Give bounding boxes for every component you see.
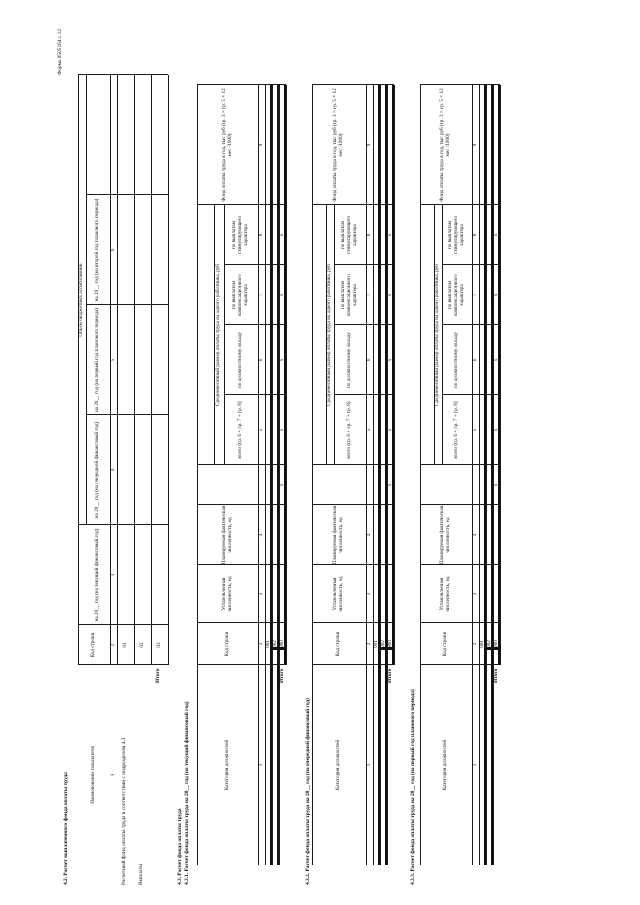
col-num: 4 (365, 533, 372, 537)
section-4-2-title: 4.2. Расчет выплаченного фонда оплаты труда (63, 772, 69, 885)
header-compensatory: по выплатам компенсационного характера (447, 274, 465, 316)
col-num: 5 (257, 428, 264, 432)
total-label: Итого (493, 668, 499, 683)
header-year-next: на 20__ год (на очередной финансовый год) (94, 421, 101, 519)
header-category: Категория должностей (223, 739, 230, 791)
col-num: 3 (471, 592, 478, 596)
row-code: 002 (271, 640, 278, 648)
header-planned: Планируемая фактическая численность, ед (220, 505, 233, 565)
header-fund: Фонд оплаты труда в год, тыс руб (гр. 3 × гр. 5 × 12 мес /1000) (332, 88, 344, 202)
col-num: 5 (365, 428, 372, 432)
row-code: 002 (379, 640, 386, 648)
total-label: Итого (155, 668, 161, 683)
header-staff: Установленная численность, ед (220, 576, 233, 612)
col-num: 6 (257, 358, 264, 362)
col-num: 5 (471, 428, 478, 432)
x-mark: х (492, 358, 499, 362)
header-salary: по должностному окладу (453, 332, 460, 388)
col-num: 1 (257, 763, 264, 767)
col-num: 6 (471, 358, 478, 362)
col-num: 4 (109, 468, 116, 472)
header-avg: Среднемесячный размер оплаты труда на одного работника, руб (434, 264, 441, 406)
header-total: всего (гр. 6 + гр. 7 + гр. 8) (346, 401, 353, 459)
header-code: Код строки (90, 632, 97, 658)
total-code: 900 (278, 640, 285, 648)
x-mark: х (386, 483, 393, 487)
x-mark: х (278, 483, 285, 487)
x-mark: х (278, 428, 285, 432)
row-code: 002 (485, 640, 492, 648)
header-salary: по должностному окладу (346, 332, 353, 388)
x-mark: х (278, 358, 285, 362)
row-code: 001 (478, 640, 485, 648)
x-mark: х (492, 428, 499, 432)
col-num: 9 (471, 143, 478, 147)
col-num: 1 (365, 763, 372, 767)
header-planned: Планируемая фактическая численность, ед (332, 505, 344, 565)
header-compensatory: по выплатам компенсационного характера (231, 274, 249, 316)
col-num: 1 (109, 773, 116, 777)
total-code: 900 (386, 640, 393, 648)
col-num: 2 (471, 642, 478, 646)
header-staff: Установленная численность, ед (332, 576, 344, 612)
header-staff: Установленная численность, ед (439, 576, 451, 612)
header-year-current: на 20__ год (на текущий финансовый год) (94, 528, 101, 622)
x-mark: х (492, 293, 499, 297)
header-compensatory: по выплатам компенсационного характера (340, 274, 358, 316)
col-num: 3 (257, 592, 264, 596)
row-name: Расчетный фонд оплаты труда в соответствии с подразделом 4.3 (121, 737, 127, 885)
x-mark: х (386, 428, 393, 432)
col-num: 1 (471, 763, 478, 767)
total-code: 900 (492, 640, 499, 648)
x-mark: х (386, 233, 393, 237)
row-name: Выплаты (138, 863, 144, 885)
header-incentive: по выплатам стимулирующего характера (447, 215, 465, 255)
header-avg: Среднемесячный размер оплаты труда на одного работника, руб (215, 264, 222, 406)
header-category: Категория должностей (442, 739, 449, 791)
header-fund: Фонд оплаты труда в год, тыс руб (гр. 3 × гр. 5 × 12 мес /1000) (220, 88, 233, 202)
header-salary: по должностному окладу (237, 332, 244, 388)
header-code: Код строки (442, 631, 449, 657)
sub-title-4-3-2: 4.3.2. Расчет фонда оплаты труда на 20__ год (на очередной финансовый год) (305, 698, 311, 885)
row-code: 001 (372, 640, 379, 648)
row-code: 01 (121, 642, 128, 648)
header-total: всего (гр. 6 + гр. 7 + гр. 8) (453, 401, 460, 459)
x-mark: х (386, 358, 393, 362)
col-num: 8 (365, 233, 372, 237)
sub-title-4-3-1: 4.3.1. Расчет фонда оплаты труда на 20__ год (на текущий финансовый год) (184, 701, 190, 885)
col-num: 8 (471, 233, 478, 237)
header-volume: Объем бюджетных ассигнований (78, 263, 85, 337)
header-incentive: по выплатам стимулирующего характера (231, 215, 249, 255)
col-num: 7 (471, 293, 478, 297)
col-num: 6 (109, 248, 116, 252)
header-incentive: по выплатам стимулирующего характера (340, 215, 358, 255)
x-mark: х (492, 483, 499, 487)
header-code: Код строки (223, 631, 230, 657)
col-num: 5 (109, 358, 116, 362)
col-num: 6 (365, 358, 372, 362)
header-name: Наименование показателя (90, 746, 97, 804)
col-num: 2 (365, 642, 372, 646)
header-avg: Среднемесячный размер оплаты труда на одного работника, руб (326, 264, 333, 406)
col-num: 7 (365, 293, 372, 297)
col-num: 9 (257, 143, 264, 147)
col-num: 4 (257, 533, 264, 537)
col-num: 9 (365, 143, 372, 147)
header-code: Код строки (335, 631, 342, 657)
col-num: 2 (109, 643, 116, 647)
total-code: 03 (155, 642, 162, 648)
total-label: Итого (387, 668, 393, 683)
header-fund: Фонд оплаты труда в год, тыс руб (гр. 3 × гр. 5 × 12 мес /1000) (439, 88, 451, 202)
total-label: Итого (279, 668, 285, 683)
col-num: 7 (257, 293, 264, 297)
row-code: 02 (138, 642, 145, 648)
header-total: всего (гр. 6 + гр. 7 + гр. 8) (237, 401, 244, 459)
x-mark: х (492, 233, 499, 237)
header-category: Категория должностей (335, 739, 342, 791)
header-year-plan-1: на 20__ год (на первый год планового периода) (94, 307, 101, 413)
row-code: 001 (264, 640, 271, 648)
x-mark: х (278, 293, 285, 297)
x-mark: х (386, 293, 393, 297)
col-num: 8 (257, 233, 264, 237)
header-year-plan-2: на 20__ год (на второй год планового периода) (94, 198, 101, 302)
col-num: 2 (257, 642, 264, 646)
col-num: 3 (109, 573, 116, 577)
sub-title-4-3-3: 4.3.3. Расчет фонда оплаты труда на 20__ год (на первый год планового периода) (410, 689, 416, 885)
col-num: 3 (365, 592, 372, 596)
section-4-3-title: 4.3. Расчет фонда оплаты труда (177, 808, 183, 885)
col-num: 4 (471, 533, 478, 537)
header-planned: Планируемая фактическая численность, ед (439, 505, 451, 565)
form-code: Форма 0505164 с.12 (57, 28, 63, 75)
x-mark: х (278, 233, 285, 237)
